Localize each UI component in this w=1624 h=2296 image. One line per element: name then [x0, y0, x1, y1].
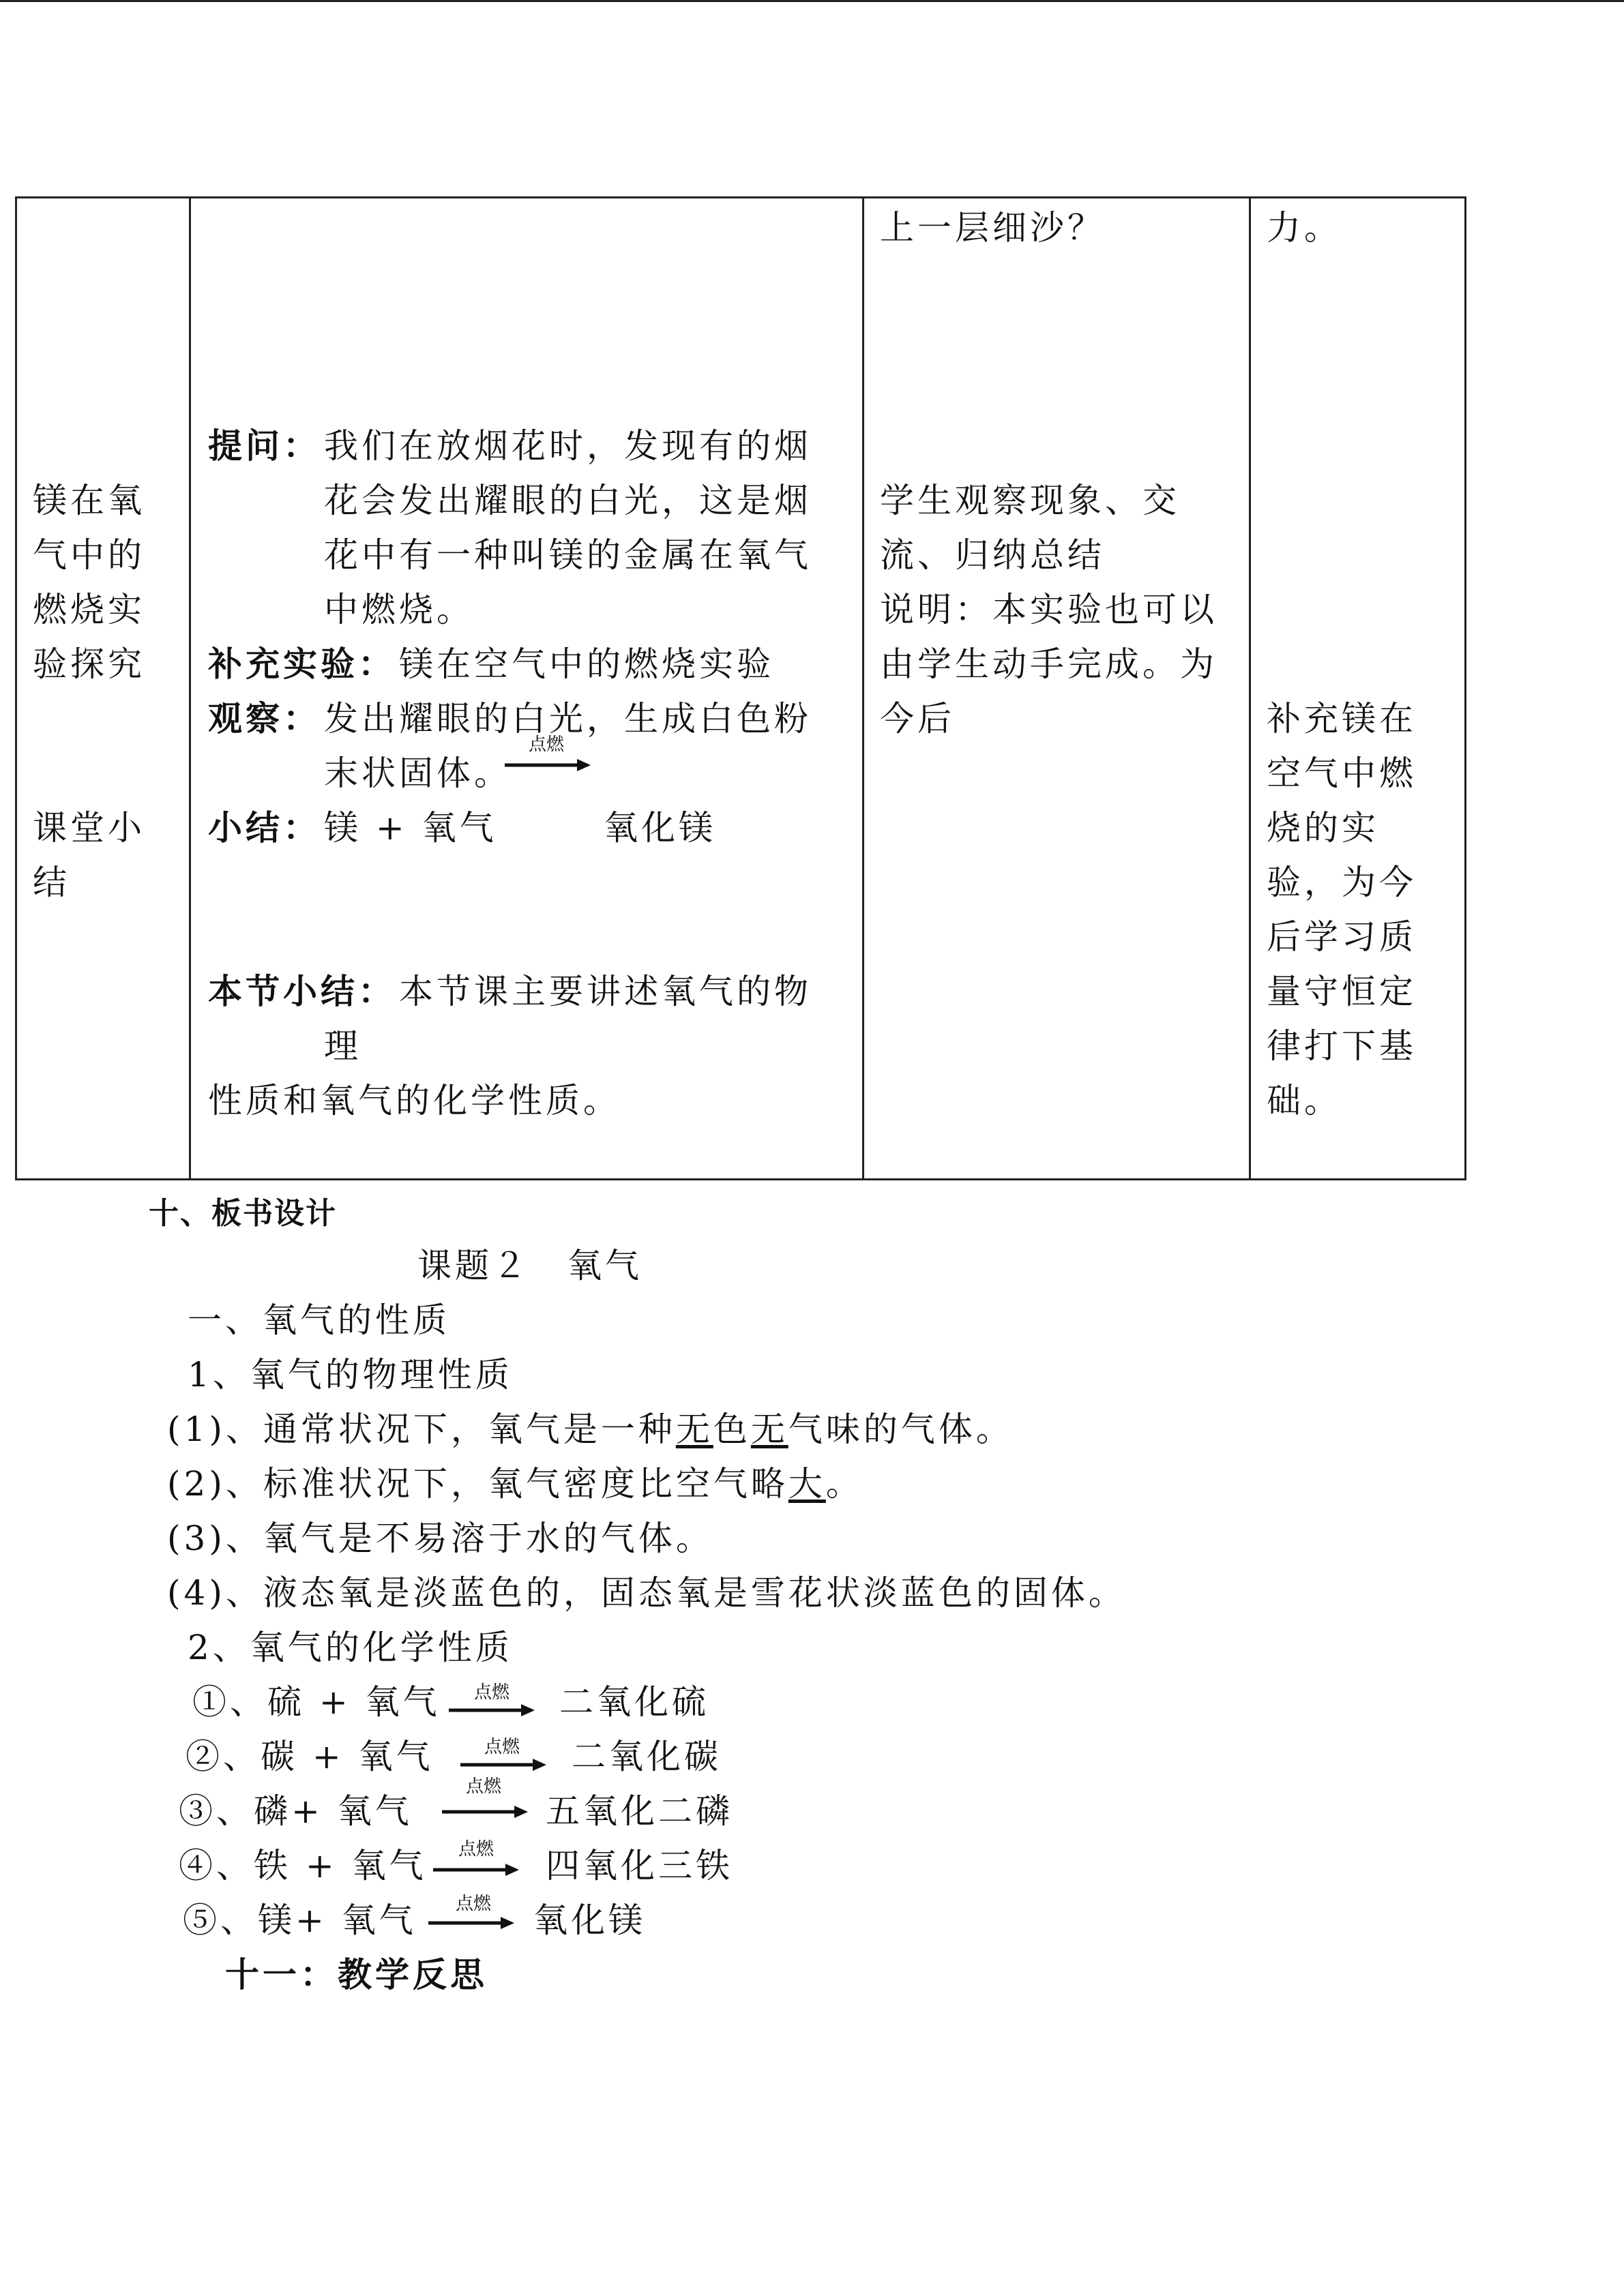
- reaction-arrow: [433, 1862, 522, 1878]
- ignite-label: 点燃: [458, 1839, 494, 1860]
- physical-property-2: [167, 1463, 863, 1504]
- reaction-arrow: [428, 1915, 517, 1931]
- column-divider-3: [1249, 196, 1251, 1180]
- reaction-arrow: [449, 1702, 537, 1718]
- table-right-border: [1464, 196, 1466, 1180]
- observation-line: 末状固体。: [324, 754, 512, 793]
- underlined-greater: 大: [788, 1464, 826, 1504]
- topic-line: 结: [33, 863, 70, 902]
- board-title: 课题２ 氧气: [417, 1246, 643, 1285]
- experiment-label: 补充实验：: [208, 644, 396, 684]
- column-divider-1: [189, 196, 191, 1180]
- reaction-5-reactants: ⑤、镁+ 氧气: [183, 1900, 417, 1940]
- reaction-2-reactants: ②、碳 + 氧气: [186, 1737, 434, 1776]
- ignite-label: 点燃: [474, 1682, 510, 1703]
- underlined-colorless: 无: [675, 1410, 713, 1449]
- topic-line: 课堂小: [33, 808, 145, 848]
- design-intent-line: 量守恒定: [1267, 972, 1417, 1011]
- student-activity-line: 由学生动手完成。为: [880, 644, 1217, 684]
- ignite-label: 点燃: [484, 1737, 520, 1757]
- design-intent-top: 力。: [1267, 208, 1342, 248]
- ignite-label: 点燃: [529, 734, 565, 755]
- summary-label: 小结：: [208, 807, 321, 848]
- design-intent-line: 空气中燃: [1267, 754, 1417, 793]
- question-line: 中燃烧。: [324, 590, 474, 629]
- topic-line: 燃烧实: [33, 590, 145, 629]
- board-subsection-chemical: 2、氧气的化学性质: [188, 1628, 513, 1667]
- reaction-1-product: 二氧化硫: [559, 1682, 709, 1722]
- reaction-3-reactants: ③、磷+ 氧气: [179, 1791, 413, 1831]
- table-left-border: [15, 196, 17, 1180]
- topic-line: 验探究: [33, 644, 145, 684]
- physical-property-1-text: (1)、通常状况下，氧气是一种: [167, 1410, 676, 1449]
- column-divider-2: [862, 196, 864, 1180]
- topic-line: 镁在氧: [33, 481, 145, 520]
- physical-property-1: [167, 1409, 1014, 1450]
- observation-line: 发出耀眼的白光，生成白色粉: [324, 699, 812, 739]
- summary-left: 镁 + 氧气: [324, 808, 497, 848]
- student-activity-line: 今后: [880, 699, 955, 739]
- question-line: 花中有一种叫镁的金属在氧气: [324, 535, 812, 575]
- topic-line: 气中的: [33, 535, 145, 575]
- student-activity-line: 学生观察现象、交: [880, 481, 1180, 520]
- student-activity-line: 说明：本实验也可以: [880, 590, 1217, 629]
- section-summary-line: 本节课主要讲述氧气的物: [399, 972, 812, 1011]
- physical-property-1-end: 气味的气体。: [788, 1410, 1014, 1449]
- question-line: 花会发出耀眼的白光，这是烟: [324, 481, 812, 520]
- student-activity-top: 上一层细沙？: [880, 208, 1105, 248]
- design-intent-line: 补充镁在: [1267, 699, 1417, 739]
- reaction-5-product: 氧化镁: [533, 1900, 646, 1940]
- physical-property-2-text: (2)、标准状况下，氧气密度比空气略: [167, 1464, 788, 1504]
- physical-property-4: (4)、液态氧是淡蓝色的，固态氧是雪花状淡蓝色的固体。: [167, 1573, 1126, 1613]
- physical-property-2-end: 。: [825, 1464, 863, 1504]
- section-summary-line: 性质和氧气的化学性质。: [208, 1081, 621, 1120]
- design-intent-line: 后学习质: [1267, 917, 1417, 957]
- reaction-arrow: [460, 1757, 549, 1773]
- student-activity-line: 流、归纳总结: [880, 535, 1105, 575]
- design-intent-line: 验，为今: [1267, 863, 1417, 902]
- design-intent-line: 烧的实: [1267, 808, 1379, 848]
- design-intent-line: 律打下基: [1267, 1026, 1417, 1066]
- question-label: 提问：: [208, 426, 321, 466]
- reaction-arrow: [442, 1804, 531, 1820]
- observation-label: 观察：: [208, 698, 321, 739]
- reaction-1-reactants: ①、硫 + 氧气: [192, 1682, 441, 1722]
- physical-property-1-mid: 色: [713, 1410, 751, 1449]
- question-line: 我们在放烟花时，发现有的烟: [324, 426, 812, 466]
- experiment-text: 镁在空气中的燃烧实验: [399, 644, 774, 684]
- summary-right: 氧化镁: [604, 808, 716, 848]
- underlined-odorless: 无: [750, 1410, 788, 1449]
- page-top-border: [0, 0, 1624, 2]
- section-summary-line: 理: [324, 1026, 361, 1066]
- reaction-2-product: 二氧化碳: [572, 1737, 722, 1776]
- ignite-label: 点燃: [456, 1894, 492, 1914]
- ignite-label: 点燃: [466, 1776, 502, 1797]
- design-intent-line: 础。: [1267, 1081, 1342, 1120]
- section-summary-label: 本节小结：: [208, 971, 396, 1011]
- board-heading: 十、板书设计: [149, 1196, 337, 1231]
- board-subsection-physical: 1、氧气的物理性质: [188, 1355, 513, 1395]
- reaction-4-product: 四氧化三铁: [546, 1846, 733, 1885]
- board-section-1: 一、氧气的性质: [188, 1300, 450, 1340]
- reaction-arrow: [505, 757, 593, 773]
- reflection-heading: 十一：教学反思: [225, 1954, 488, 1995]
- reaction-3-product: 五氧化二磷: [546, 1791, 733, 1831]
- reaction-4-reactants: ④、铁 + 氧气: [179, 1846, 427, 1885]
- physical-property-3: (3)、氧气是不易溶于水的气体。: [167, 1519, 713, 1558]
